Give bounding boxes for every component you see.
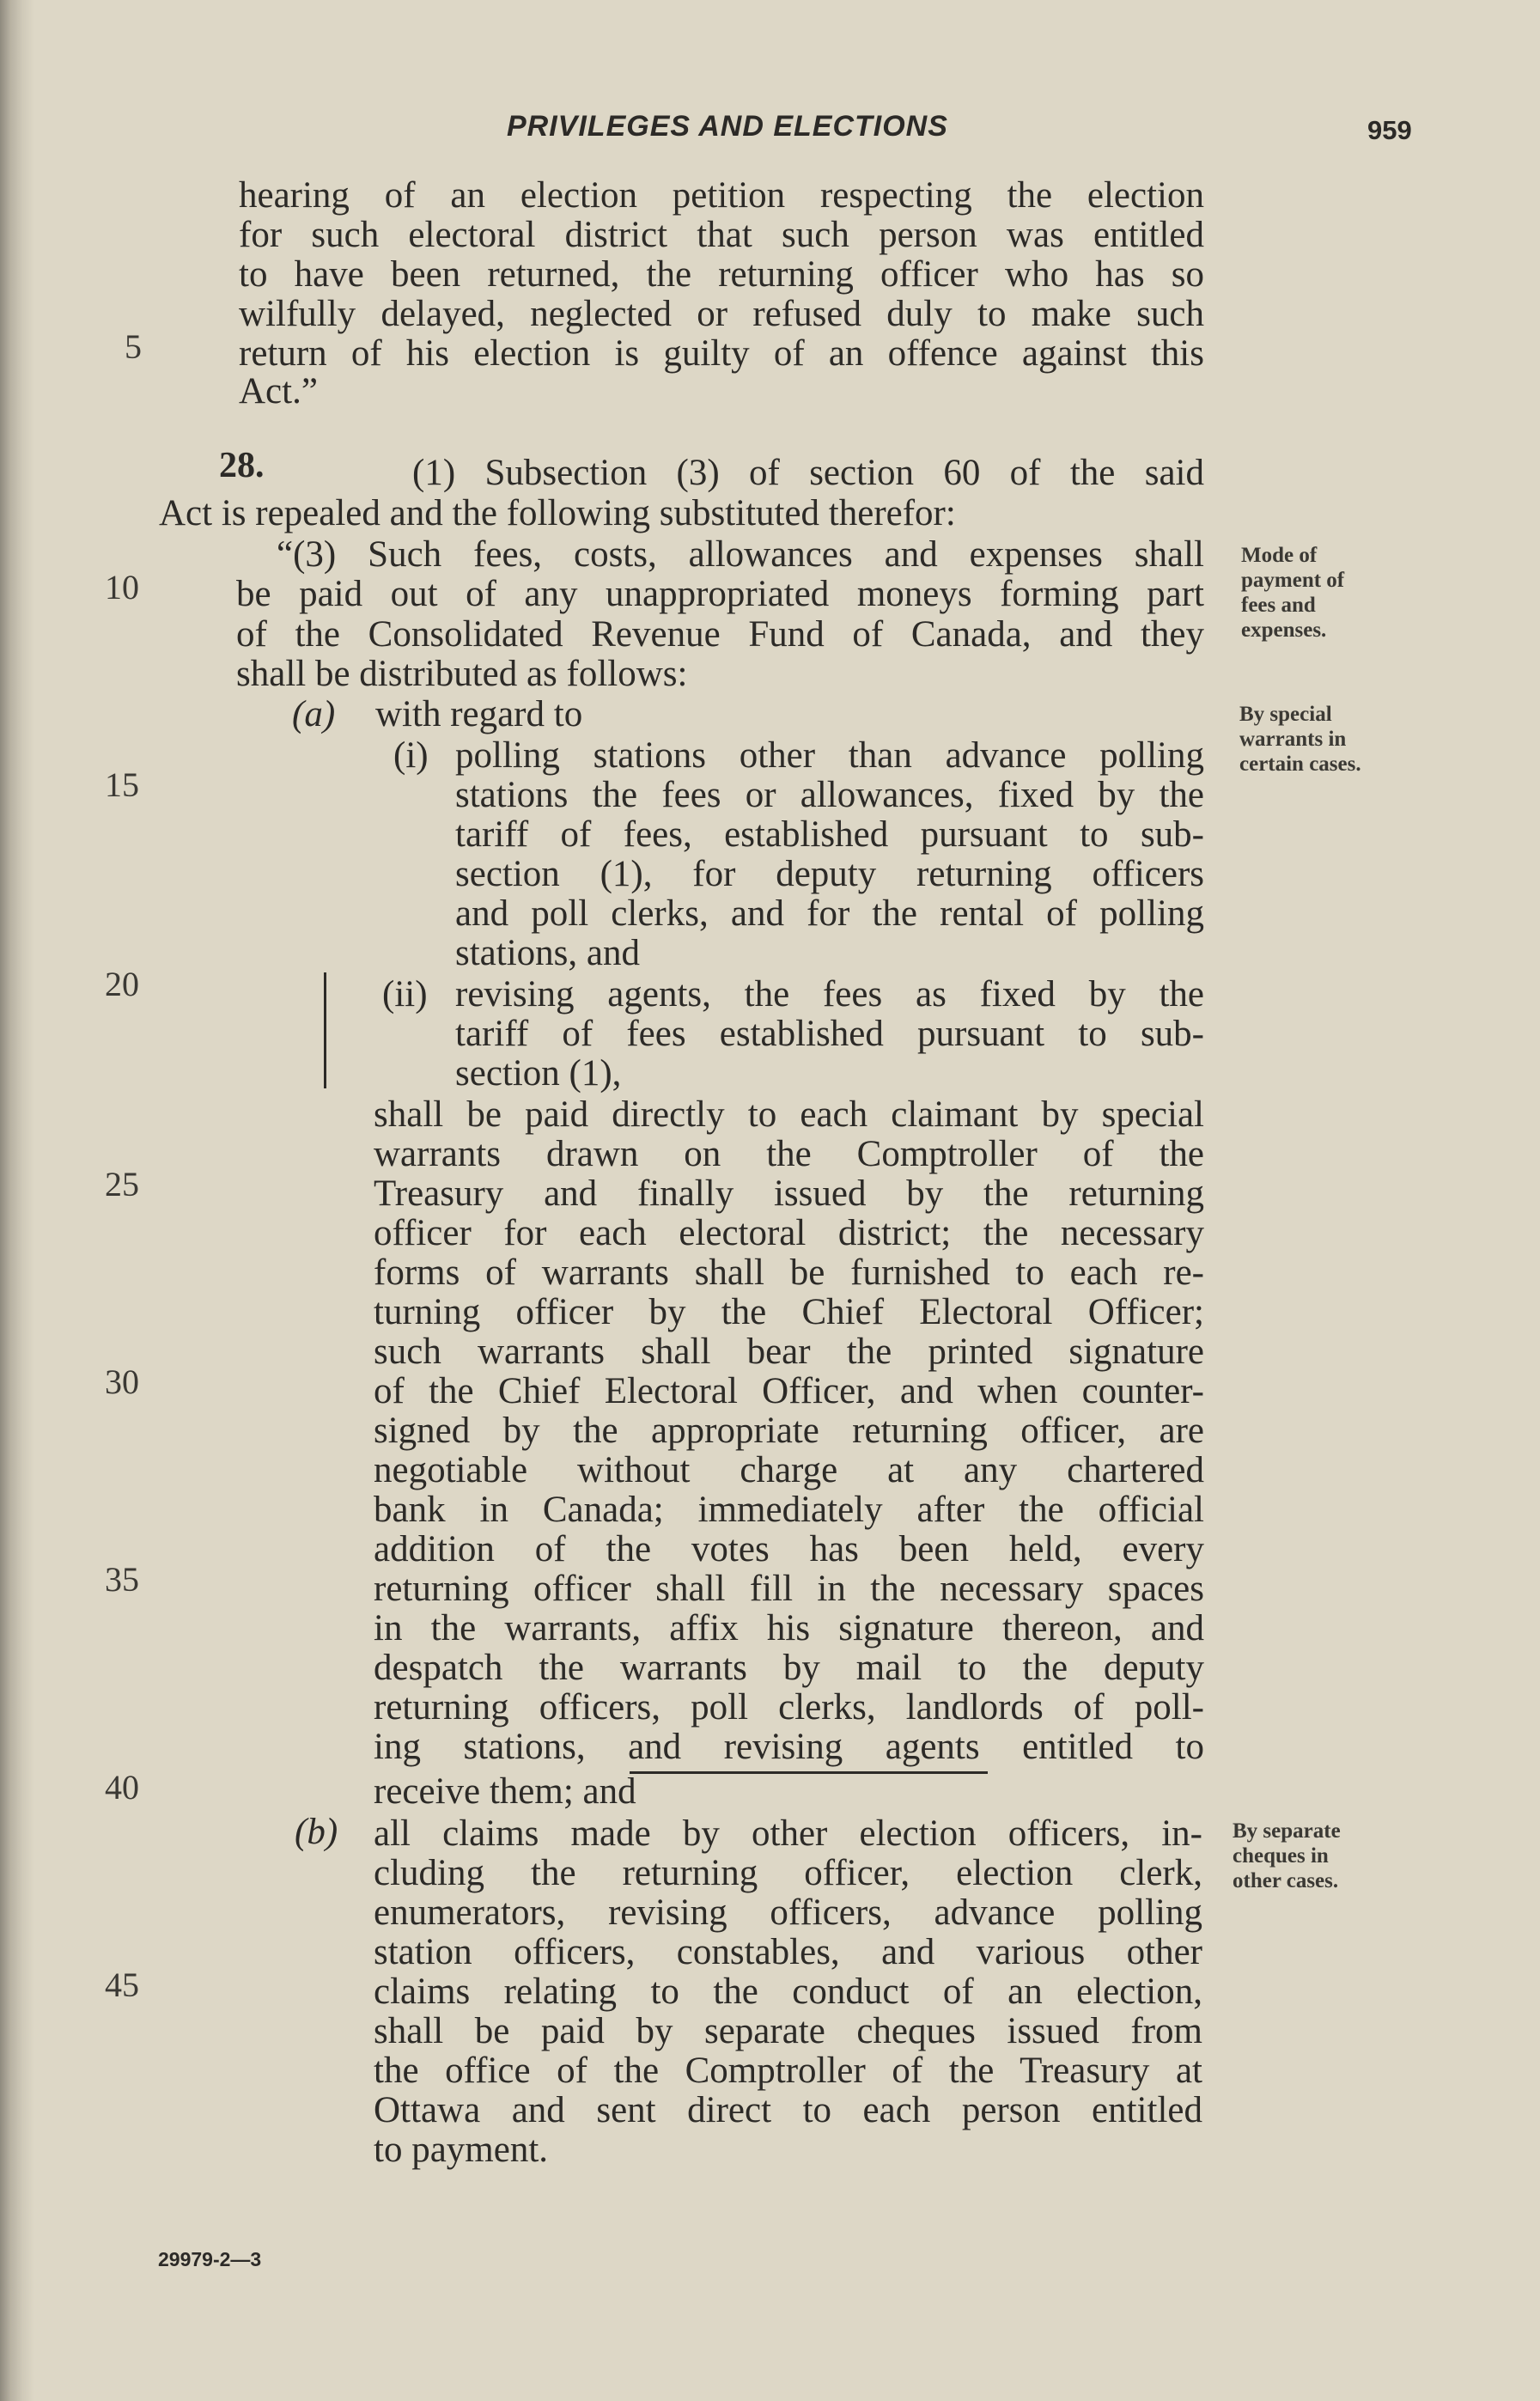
text-line: of the Consolidated Revenue Fund of Canada, and they [236,614,1204,655]
text-line: to have been returned, the returning officer who has so [239,254,1204,295]
text-line: revising agents, the fees as fixed by the [455,974,1204,1015]
section-number: 28. [219,446,265,485]
text-line: Act is repealed and the following substituted therefor: [159,493,956,533]
side-note: By separate cheques in other cases. [1233,1819,1341,1892]
text-line: hearing of an election petition respecting the election [239,175,1204,216]
running-header: PRIVILEGES AND ELECTIONS [507,110,948,143]
text-line: claims relating to the conduct of an election, [374,1971,1202,2012]
text-line: station officers, constables, and various other [374,1932,1202,1972]
paragraph-label: (a) [292,694,336,734]
text-line: section (1), [455,1053,622,1094]
text-line: to payment. [374,2130,549,2170]
line-number: 30 [105,1362,139,1401]
text-line: returning officer shall fill in the necessary spaces [374,1569,1204,1609]
paragraph-label: (b) [295,1812,338,1852]
text-line: the office of the Comptroller of the Treasury at [374,2051,1202,2091]
text-line: addition of the votes has been held, every [374,1529,1204,1569]
text-line: tariff of fees established pursuant to sub- [455,1014,1204,1054]
text-line: shall be paid by separate cheques issued from [374,2011,1202,2051]
line-number: 25 [105,1165,139,1204]
line-number: 35 [105,1560,139,1599]
page-binding-edge [0,0,34,2401]
text-line: stations the fees or allowances, fixed by the [455,775,1204,815]
text-line: despatch the warrants by mail to the deputy [374,1648,1204,1688]
text-line: cluding the returning officer, election clerk, [374,1853,1202,1893]
line-number: 15 [105,765,139,804]
text-line: with regard to [375,694,583,734]
text-line: officer for each electoral district; the necessary [374,1213,1204,1253]
text-line: (1) Subsection (3) of section 60 of the said [412,453,1204,493]
line-number: 5 [125,327,142,366]
line-number: 40 [105,1768,139,1807]
text-line: bank in Canada; immediately after the official [374,1490,1204,1530]
text-line: forms of warrants shall be furnished to each re- [374,1252,1204,1293]
revision-bar [324,972,326,1088]
text-line: return of his election is guilty of an offence against this [239,333,1204,374]
text-line: section (1), for deputy returning officers [455,854,1204,894]
text-line: tariff of fees, established pursuant to sub- [455,814,1204,855]
text-line: such warrants shall bear the printed signature [374,1332,1204,1372]
text-line: be paid out of any unappropriated moneys forming part [236,574,1204,614]
text-line: signed by the appropriate returning officer, are [374,1411,1204,1451]
line-number: 45 [105,1965,139,2004]
text-line: Ottawa and sent direct to each person entitled [374,2090,1202,2130]
text-line: all claims made by other election officers, in- [374,1813,1202,1854]
text-line: “(3) Such fees, costs, allowances and expenses shall [277,534,1204,575]
text-line: turning officer by the Chief Electoral Officer; [374,1292,1204,1332]
text-line: stations, and [455,933,640,973]
line-number: 10 [105,568,139,606]
text-line: wilfully delayed, neglected or refused duly to make such [239,294,1204,334]
text-line: of the Chief Electoral Officer, and when counter- [374,1371,1204,1411]
text-line: enumerators, revising officers, advance polling [374,1892,1202,1933]
side-note: Mode of payment of fees and expenses. [1241,544,1345,642]
subparagraph-label: (ii) [382,974,428,1015]
text-line: warrants drawn on the Comptroller of the [374,1134,1204,1174]
underline-mark [630,1771,988,1774]
text-line: shall be distributed as follows: [236,654,688,694]
subparagraph-label: (i) [393,735,429,776]
text-line: polling stations other than advance polling [455,735,1204,776]
text-line: returning officers, poll clerks, landlords of poll- [374,1687,1204,1728]
line-number: 20 [105,965,139,1003]
text-line: in the warrants, affix his signature thereon, and [374,1608,1204,1648]
text-line: for such electoral district that such person was entitled [239,215,1204,255]
text-line: receive them; and [374,1771,636,1812]
text-line: ing stations, and revising agents entitled to [374,1727,1204,1767]
text-line: and poll clerks, and for the rental of polling [455,893,1204,934]
text-line: shall be paid directly to each claimant by special [374,1094,1204,1135]
page-number: 959 [1367,115,1412,145]
text-line: negotiable without charge at any chartered [374,1450,1204,1490]
text-line: Act.” [239,371,318,411]
text-line: Treasury and finally issued by the returning [374,1173,1204,1214]
footer-code: 29979-2—3 [158,2248,262,2270]
side-note: By special warrants in certain cases. [1239,703,1361,776]
